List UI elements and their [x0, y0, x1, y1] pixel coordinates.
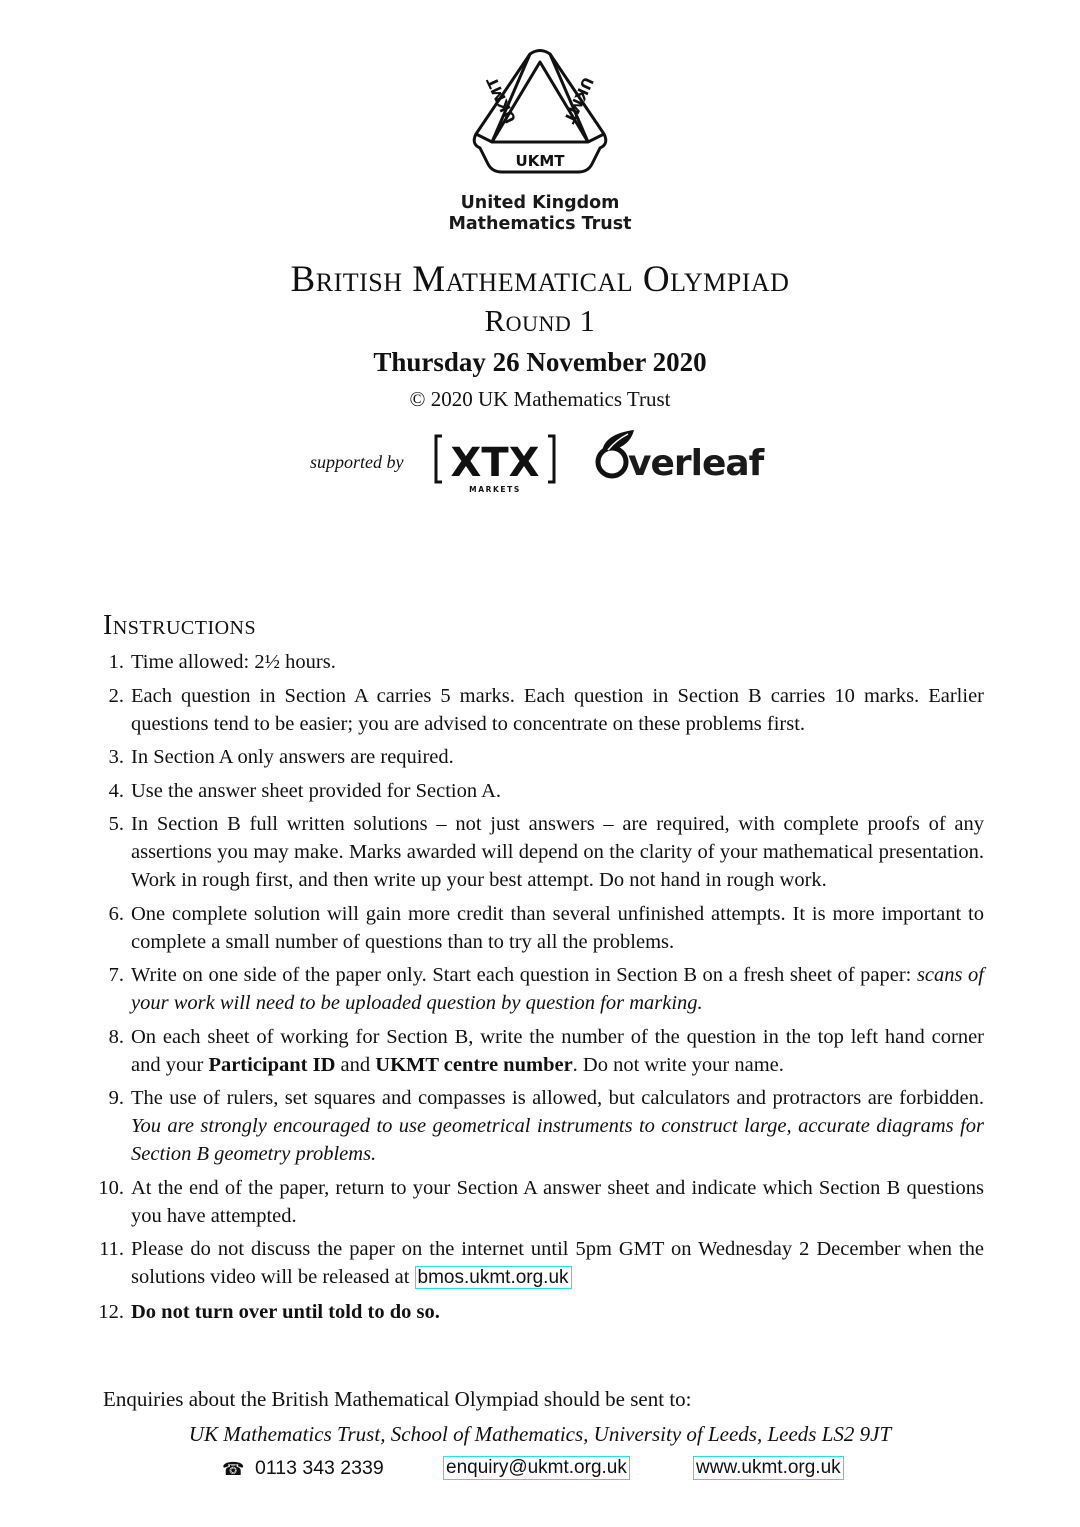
instruction-text — [131, 1298, 984, 1326]
instruction-item — [84, 900, 984, 956]
instruction-text — [131, 1174, 984, 1230]
overleaf-logo — [594, 428, 774, 480]
instruction-item — [84, 682, 984, 738]
supported-by-label: supported by — [310, 452, 404, 472]
instruction-text — [131, 1235, 984, 1292]
instruction-text-part: Write on one side of the paper only. Start each question in Section B on a fresh sheet of paper: — [131, 964, 917, 986]
instruction-item — [84, 1084, 984, 1168]
instruction-number: 10. — [98, 1176, 124, 1199]
instruction-number: 12. — [98, 1300, 124, 1323]
instruction-text-part: scans of your work will need to be uploaded question by question for marking. — [131, 964, 984, 1014]
instruction-text-part: On each sheet of working for Section B, write the number of the question in the top left hand corner and your — [131, 1025, 984, 1076]
svg-text:XTX: XTX — [450, 440, 540, 486]
instruction-text — [131, 810, 984, 894]
instruction-text — [131, 1023, 984, 1079]
instructions-list — [84, 648, 984, 1331]
page-title: British Mathematical Olympiad — [290, 259, 790, 300]
instruction-text-part: You are strongly encouraged to use geometrical instruments to construct large, accurate diagrams for Section B geometry problems. — [131, 1115, 984, 1165]
instruction-text-part: In Section B full written solutions – not just answers – are required, with complete proofs of any assertions you may make. Marks awarded will depend on the clarity of your mathematical presentation. Work in rough first, and then write up your best attempt. Do not hand in rough work. — [131, 813, 984, 891]
instruction-number: 5. — [108, 813, 124, 835]
instruction-text-part: In Section A only answers are required. — [131, 746, 454, 768]
copyright: © 2020 UK Mathematics Trust — [409, 387, 671, 411]
instruction-text-part: One complete solution will gain more credit than several unfinished attempts. It is more important to complete a small number of questions than to try all the problems. — [131, 902, 984, 953]
instruction-text-part: Please do not discuss the paper on the internet until 5pm GMT on Wednesday 2 December when the solutions video will be released at — [131, 1238, 984, 1288]
logo-text-bottom: UKMT — [515, 152, 565, 170]
instruction-item — [84, 1174, 984, 1230]
instruction-number: 2. — [108, 684, 124, 707]
postal-address: UK Mathematics Trust, School of Mathematics, University of Leeds, Leeds LS2 9JT — [188, 1422, 892, 1446]
instruction-item — [84, 1235, 984, 1292]
instruction-text — [131, 1084, 984, 1168]
instruction-number: 11. — [99, 1238, 124, 1260]
instruction-item — [84, 1298, 984, 1326]
enquiries-text: Enquiries about the British Mathematical Olympiad should be sent to: — [103, 1387, 692, 1411]
instructions-heading: Instructions — [103, 610, 257, 641]
instruction-item — [84, 777, 984, 805]
instruction-text-part: Each question in Section A carries 5 marks. Each question in Section B carries 10 marks. Earlier questions tend to be easier; you are advised to concentrate on these problems first. — [131, 684, 984, 735]
instruction-item — [84, 961, 984, 1017]
instruction-text-part: UKMT centre number — [375, 1053, 573, 1076]
instruction-text-part: Time allowed: 2 — [131, 651, 265, 673]
instruction-text-part: hours. — [280, 651, 336, 673]
instruction-number: 3. — [108, 746, 124, 768]
round-label: Round 1 — [484, 303, 596, 338]
instruction-text — [131, 743, 984, 771]
xtx-markets-logo — [432, 432, 558, 494]
instruction-number: 4. — [108, 779, 124, 802]
instruction-text — [131, 648, 984, 676]
instruction-text — [131, 777, 984, 805]
fraction-half: ½ — [264, 651, 281, 673]
svg-text:MARKETS: MARKETS — [469, 485, 521, 494]
instruction-item — [84, 810, 984, 894]
instruction-text-part: Participant ID — [208, 1053, 336, 1076]
instruction-number: 6. — [108, 902, 124, 925]
instruction-number: 7. — [108, 964, 124, 986]
instruction-text — [131, 961, 984, 1017]
exam-date: Thursday 26 November 2020 — [373, 347, 707, 377]
instruction-item — [84, 1023, 984, 1079]
phone-number: 0113 343 2339 — [255, 1457, 384, 1479]
instruction-text-part: and — [335, 1053, 376, 1076]
phone-icon: ☎ — [222, 1459, 245, 1479]
org-name-line1: United Kingdom — [460, 193, 620, 213]
solutions-link[interactable]: bmos.ukmt.org.uk — [415, 1266, 572, 1289]
instruction-number: 1. — [108, 651, 124, 673]
svg-text:UKMT: UKMT — [482, 74, 520, 127]
instruction-text — [131, 682, 984, 738]
ukmt-logo — [470, 48, 610, 178]
instruction-text — [131, 900, 984, 956]
email-link[interactable]: enquiry@ukmt.org.uk — [443, 1456, 630, 1480]
instruction-text-part: Do not turn over until told to do so. — [131, 1300, 440, 1323]
org-name-line2: Mathematics Trust — [448, 214, 632, 234]
instruction-text-part: Use the answer sheet provided for Section A. — [131, 779, 502, 802]
instruction-text-part: At the end of the paper, return to your Section A answer sheet and indicate which Section B questions you have attempted. — [131, 1176, 984, 1227]
svg-text:verleaf: verleaf — [628, 443, 764, 480]
instruction-item — [84, 648, 984, 676]
instruction-item — [84, 743, 984, 771]
website-link[interactable]: www.ukmt.org.uk — [693, 1456, 844, 1480]
instruction-number: 9. — [108, 1087, 124, 1109]
svg-text:UKMT: UKMT — [560, 74, 598, 127]
instruction-text-part: . Do not write your name. — [572, 1053, 784, 1076]
instruction-number: 8. — [108, 1025, 124, 1048]
instruction-text-part: The use of rulers, set squares and compasses is allowed, but calculators and protractors are forbidden. — [131, 1087, 984, 1109]
